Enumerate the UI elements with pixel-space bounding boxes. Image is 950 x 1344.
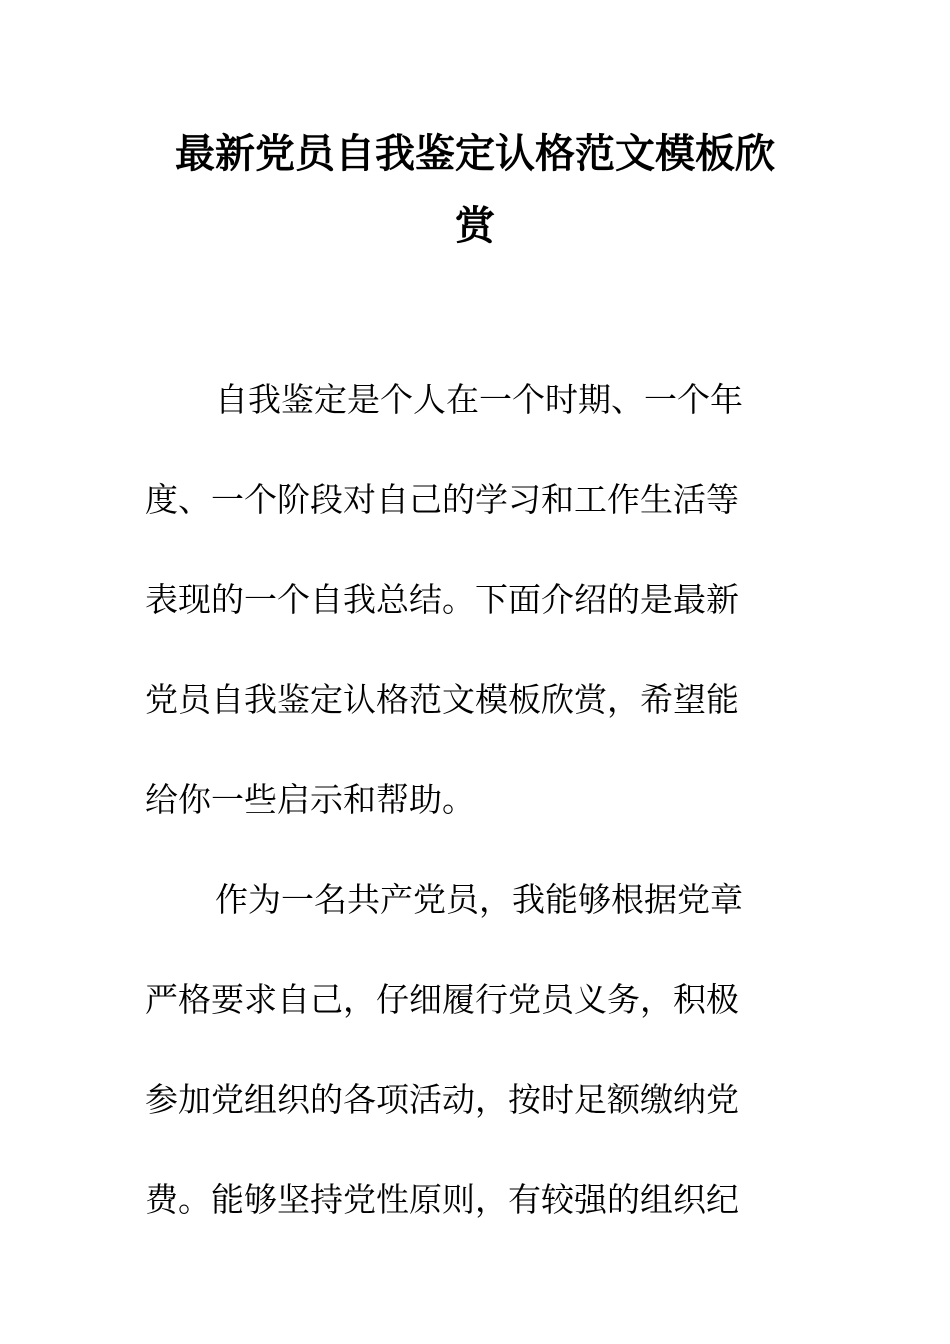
title-line: 赏: [455, 202, 495, 249]
paragraph: [145, 868, 805, 1268]
paragraph-line: 党员自我鉴定认格范文模板欣赏，希望能: [145, 680, 739, 719]
title-line: 最新党员自我鉴定认格范文模板欣: [175, 130, 775, 177]
paragraph-line: 严格要求自己，仔细履行党员义务，积极: [145, 980, 739, 1019]
paragraph: [145, 368, 805, 868]
paragraph-line: 表现的一个自我总结。下面介绍的是最新: [145, 580, 739, 619]
document-body: [145, 368, 805, 1268]
paragraph-line: 参加党组织的各项活动，按时足额缴纳党: [145, 1080, 739, 1119]
paragraph-line: 度、一个阶段对自己的学习和工作生活等: [145, 480, 739, 519]
paragraph-line: 自我鉴定是个人在一个时期、一个年: [215, 380, 743, 419]
paragraph-line: 给你一些启示和帮助。: [145, 780, 475, 819]
paragraph-line: 费。能够坚持党性原则，有较强的组织纪: [145, 1180, 739, 1219]
paragraph-line: 作为一名共产党员，我能够根据党章: [215, 880, 743, 919]
document-title: [150, 118, 800, 262]
